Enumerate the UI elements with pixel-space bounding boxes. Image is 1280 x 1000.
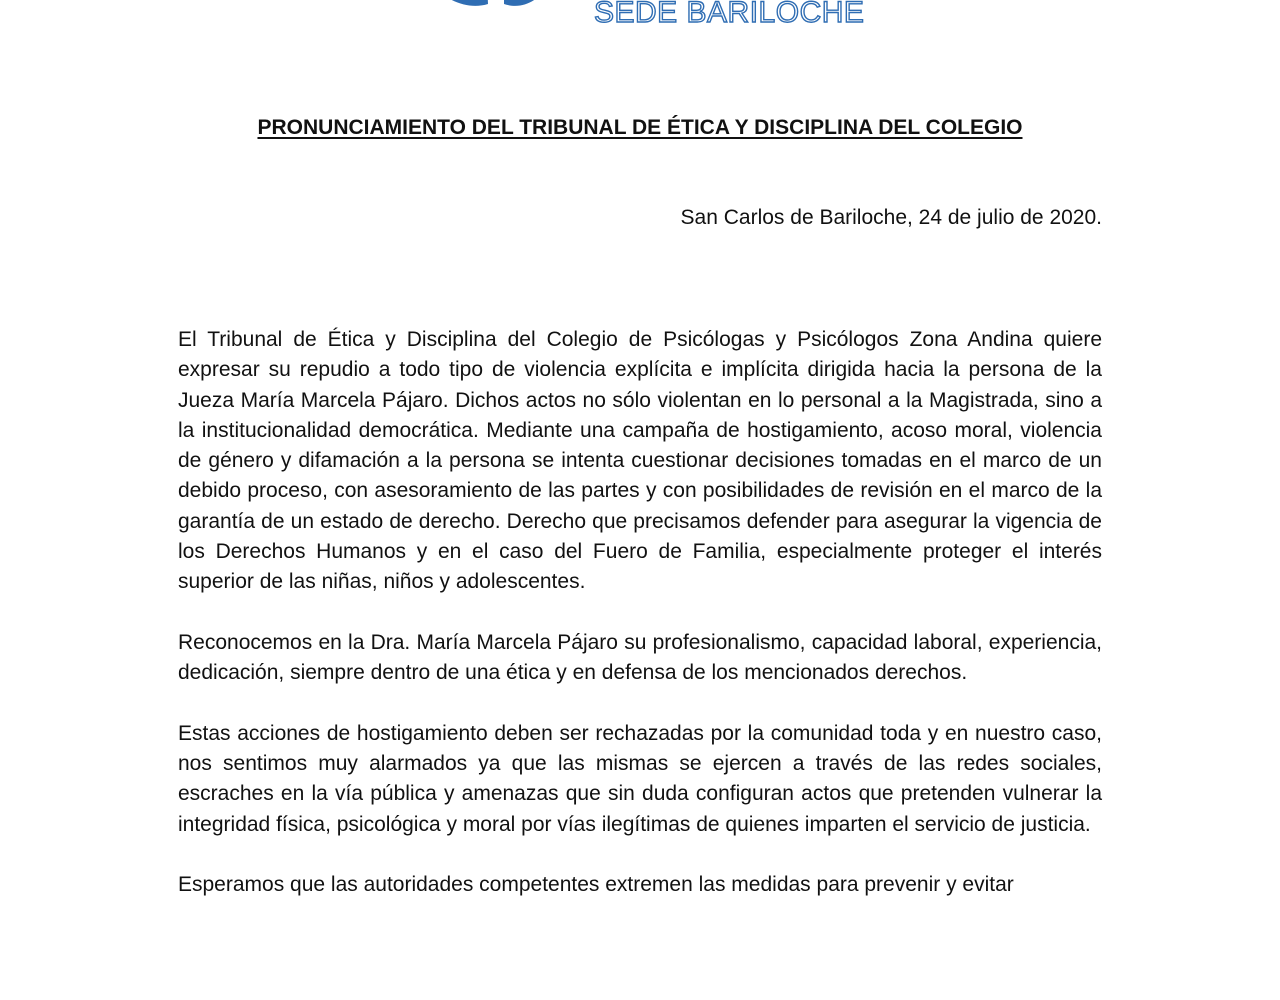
paragraph: Estas acciones de hostigamiento deben ser rechazadas por la comunidad toda y en nuestro caso, nos sentimos muy alarmados ya que las mismas se ejercen a través de las redes sociales, escraches en la vía pública y amenazas que sin duda configuran actos que pretenden vulnerar la integridad física, psicológica y moral por vías ilegítimas de quienes imparten el servicio de justicia. — [178, 721, 1102, 836]
logo-text: SEDE BARILOCHE — [594, 0, 865, 29]
document-body — [178, 325, 1102, 931]
document-title: PRONUNCIAMIENTO DEL TRIBUNAL DE ÉTICA Y DISCIPLINA DEL COLEGIO — [257, 116, 1023, 139]
date-line: San Carlos de Bariloche, 24 de julio de 2020. — [680, 206, 1102, 229]
paragraph: Esperamos que las autoridades competentes extremen las medidas para prevenir y evitar — [178, 873, 1014, 897]
logo — [400, 0, 865, 29]
logo-emblem — [400, 0, 590, 22]
paragraph: El Tribunal de Ética y Disciplina del Colegio de Psicólogas y Psicólogos Zona Andina quiere expresar su repudio a todo tipo de violencia explícita e implícita dirigida hacia la persona de la Jueza María Marcela Pájaro. Dichos actos no sólo violentan en lo personal a la Magistrada, sino a la institucionalidad democrática. Mediante una campaña de hostigamiento, acoso moral, violencia de género y difamación a la persona se intenta cuestionar decisiones tomadas en el marco de un debido proceso, con asesoramiento de las partes y con posibilidades de revisión en el marco de la garantía de un estado de derecho. Derecho que precisamos defender para asegurar la vigencia de los Derechos Humanos y en el caso del Fuero de Familia, especialmente proteger el interés superior de las niñas, niños y adolescentes. — [178, 328, 1102, 594]
paragraph: Reconocemos en la Dra. María Marcela Pájaro su profesionalismo, capacidad laboral, experiencia, dedicación, siempre dentro de una ética y en defensa de los mencionados derechos. — [178, 630, 1102, 685]
